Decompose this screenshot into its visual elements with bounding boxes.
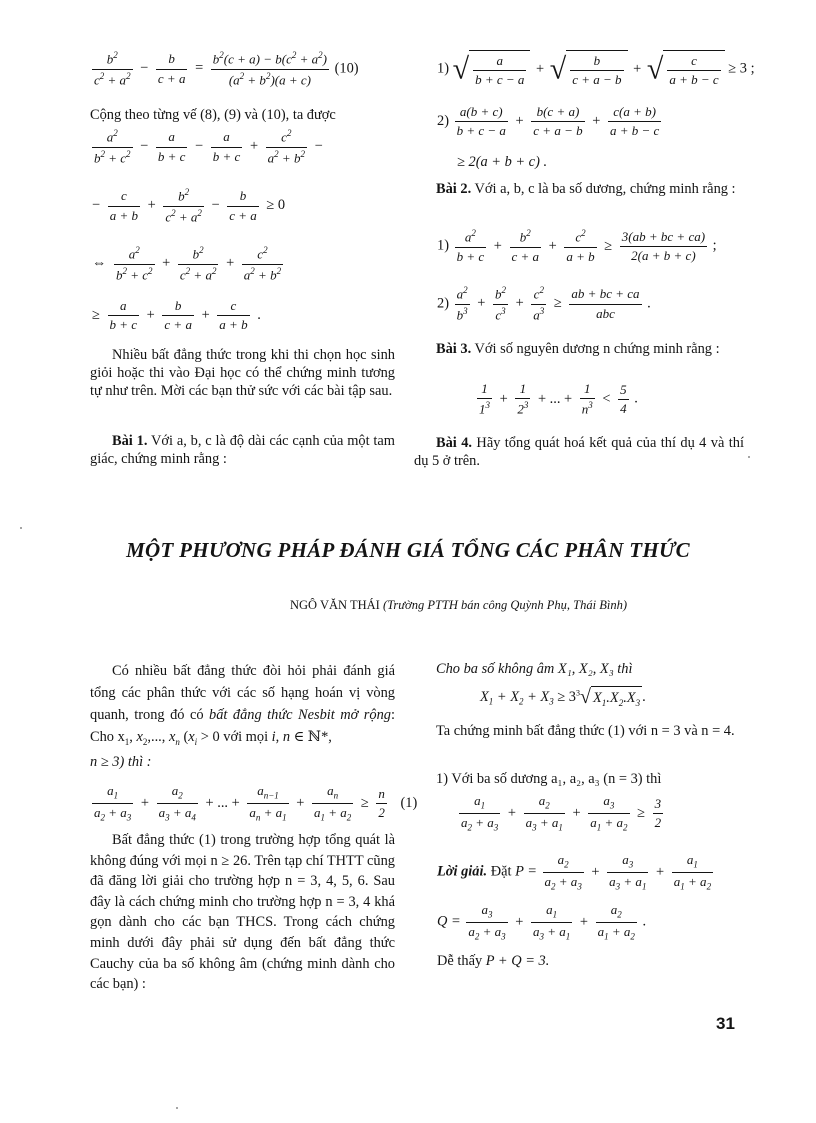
solution-p: Lời giải. Đặt P = $\frac{a_2}{a_2 + a_3}$ + $\frac{a_3}{a_3 + a_1}$ + $\frac{a_1}{a_1 + a_2}$ [437, 852, 712, 892]
sum-line-4: ≥ $\frac{a}{b + c}$ + $\frac{b}{c + a}$ + $\frac{c}{a + b}$ . [92, 298, 261, 333]
bai1-item-2-rhs: ≥ 2(a + b + c) . [457, 154, 548, 170]
bai1-paragraph: Bài 1. Với a, b, c là độ dài các cạnh của một tam giác, chứng minh rằng : [90, 433, 395, 467]
solution-q: Q = $\frac{a_3}{a_2 + a_3}$ + $\frac{a_1}{a_3 + a_1}$ + $\frac{a_2}{a_1 + a_2}$ . [437, 902, 647, 942]
prove-text: Ta chứng minh bất đẳng thức (1) với n = 3 và n = 4. [436, 723, 735, 739]
bai1-item-2: 2) $\frac{a(b + c)}{b + c - a}$ + $\frac{b(c + a)}{c + a - b}$ + $\frac{c(a + b)}{a + b - c}$ [437, 104, 660, 139]
print-speck [176, 1107, 178, 1109]
print-speck [748, 456, 750, 458]
sum-line-1: $\frac{a^2}{b^2 + c^2}$ − $\frac{a}{b + c}$ − $\frac{a}{b + c}$ + $\frac{c^2}{a^2 + b^2}$ − [94, 128, 323, 165]
author-line [290, 598, 627, 614]
print-speck [20, 527, 22, 529]
equation-1: $\frac{a_1}{a_2 + a_3}$ + $\frac{a_2}{a_3 + a_4}$ + ... + $\frac{a_{n-1}}{a_n + a_1}$ + $\frac{a_n}{a_1 + a_2}$ ≥ $\frac{n}{2}$ (1) [94, 783, 418, 823]
bai3-paragraph: Bài 3. Với số nguyên dương n chứng minh rằng : [436, 341, 720, 357]
exercise-intro: Nhiều bất đẳng thức trong khi thi chọn học sinh giỏi hoặc thi vào Đại học có thể chứng minh tương tự như trên. Mời các bạn thử sức với các bài tập sau. [90, 347, 395, 399]
condition-text: n ≥ 3) thì : [90, 754, 152, 770]
bai1-item-1: 1) √ $\frac{a}{b + c - a}$ + √ $\frac{b}{c + a - b}$ + √ $\frac{c}{a + b - c}$ ≥ 3 ; [437, 50, 755, 89]
p-plus-q: Dễ thấy P + Q = 3. [437, 953, 550, 969]
intro-paragraph: Có nhiều bất đẳng thức đòi hỏi phải đánh giá tổng các phân thức với các số hạng hoán vị vòng quanh, trong đó có bất đẳng thức Nesbit mở rộng: Cho $x_1$, $x_2$,..., $x_n$ ($x_i > 0$ với mọi i, n ∈ ℕ*, [90, 663, 395, 747]
page-number: 31 [716, 1014, 735, 1033]
case-1-inequality: $\frac{a_1}{a_2 + a_3}$ + $\frac{a_2}{a_3 + a_1}$ + $\frac{a_3}{a_1 + a_2}$ ≥ $\frac{3}{2}$ [461, 793, 662, 833]
cauchy-inequality: $X_1 + X_2 + X_3 \ge 3^3√$ $X_1.X_2.X_3$ . [480, 686, 646, 708]
sum-line-3: ⇔ $\frac{a^2}{b^2 + c^2}$ + $\frac{b^2}{c^2 + a^2}$ + $\frac{c^2}{a^2 + b^2}$ [92, 245, 282, 282]
author-name: NGÔ VĂN THÁI [290, 598, 380, 612]
article-title: MỘT PHƯƠNG PHÁP ĐÁNH GIÁ TỔNG CÁC PHÂN THỨC [126, 538, 690, 562]
case-1-text: 1) Với ba số dương a₁, a₂, a₃ (n = 3) thì [436, 771, 662, 787]
paragraph-2: Bất đẳng thức (1) trong trường hợp tổng quát là không đúng với mọi n ≥ 26. Trên tạp chí THTT cũng đã đăng lời giải cho trường hợp n = 3, 4, 5, 6. Sau đây là cách chứng minh cho trường hợp n = 3, 4 khá gọn dành cho các bạn THCS. Trong cách chứng minh dưới đây phải sử dụng đến bất đẳng thức Cauchy của ba số không âm (chứng minh dành cho các bạn) : [90, 832, 395, 993]
equation-10: $\frac{b^2}{c^2 + a^2}$ − $\frac{b}{c + a}$ = $\frac{b^2(c + a) - b(c^2 + a^2)}{(a^2 + b^2)(a + c)}$ (10) [94, 50, 359, 87]
bai4-paragraph: Bài 4. Hãy tổng quát hoá kết quả của thí dụ 4 và thí dụ 5 ở trên. [414, 435, 744, 469]
bai2-item-1: 1) $\frac{a^2}{b + c}$ + $\frac{b^2}{c + a}$ + $\frac{c^2}{a + b}$ ≥ $\frac{3(ab + bc + ca)}{2(a + b + c)}$ ; [437, 228, 717, 264]
bai2-paragraph: Bài 2. Với a, b, c là ba số dương, chứng minh rằng : [436, 181, 736, 197]
sum-text: Cộng theo từng vế (8), (9) và (10), ta được [90, 107, 336, 123]
bai3-inequality: $\frac{1}{1^3}$ + $\frac{1}{2^3}$ + ... + $\frac{1}{n^3}$ < $\frac{5}{4}$ . [479, 381, 638, 417]
bai2-item-2: 2) $\frac{a^2}{b^3}$ + $\frac{b^2}{c^3}$ + $\frac{c^2}{a^3}$ ≥ $\frac{ab + bc + ca}{\text{abc}}$ . [437, 285, 651, 322]
cauchy-statement: Cho ba số không âm X₁, X₂, X₃ thì [436, 661, 633, 677]
author-affiliation: (Trường PTTH bán công Quỳnh Phụ, Thái Bình) [382, 598, 628, 612]
sum-line-2: − $\frac{c}{a + b}$ + $\frac{b^2}{c^2 + a^2}$ − $\frac{b}{c + a}$ ≥ 0 [92, 187, 286, 224]
